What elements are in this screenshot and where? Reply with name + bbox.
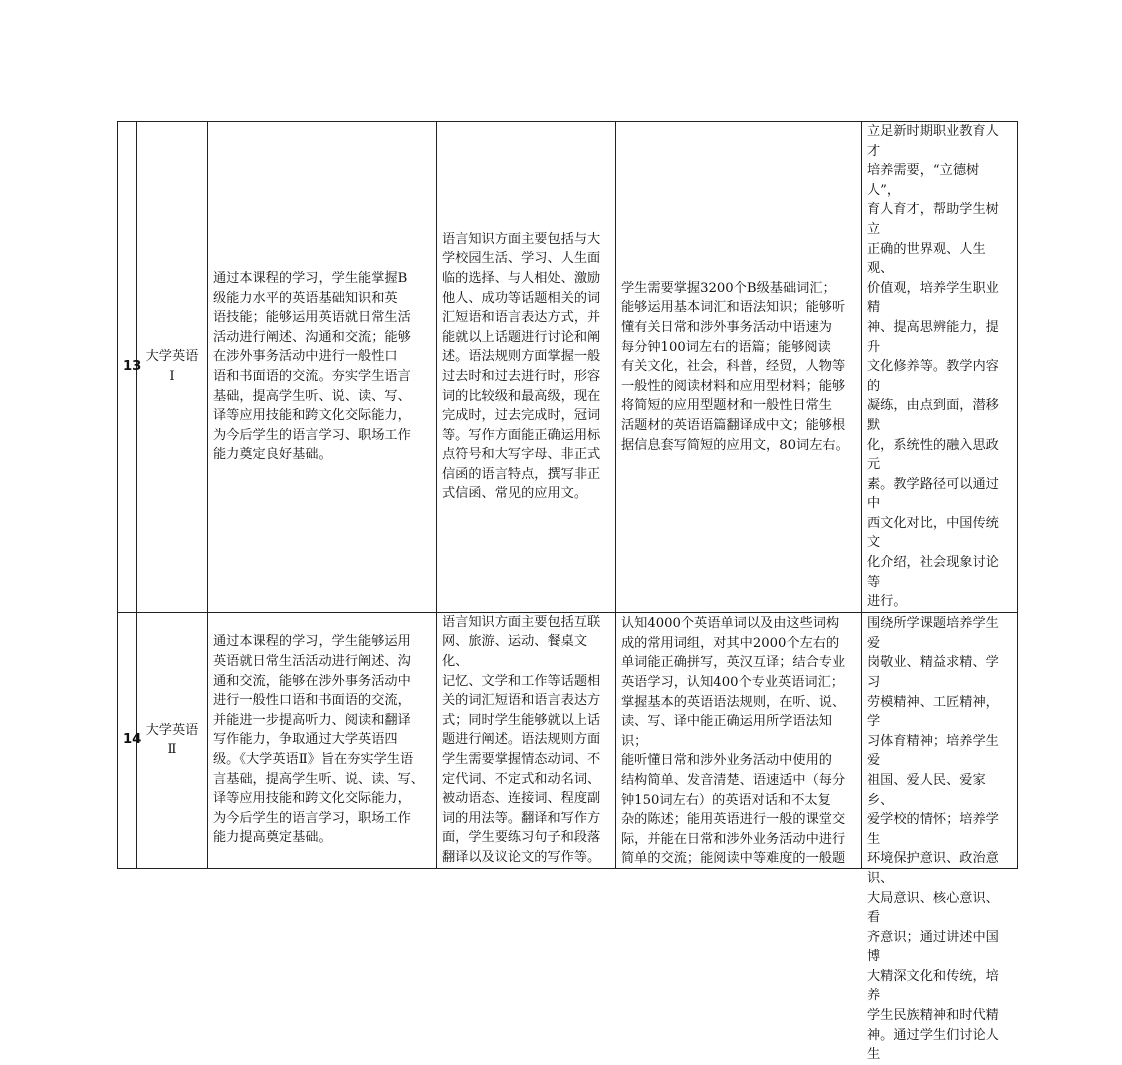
course-objective: 通过本课程的学习，学生能够运用 英语就日常生活活动进行阐述、沟 通和交流，能够在涉外事务活动中 进行一般性口语和书面语的交流， 并能进一步提高听力、阅读和翻译 写作能力，争取通过大学英语四 级。《大学英语Ⅱ》旨在夯实学生语 言基础，提高学生听、说、读、写、 译等应用技能和跨文化交际能力， 为今后学生的语言学习，职场工作 能力提高奠定基础。 xyxy=(213,634,424,846)
course-requirements: 学生需要掌握3200个B级基础词汇； 能够运用基本词汇和语法知识；能够听 懂有关日常和涉外事务活动中语速为 每分钟100词左右的语篇；能够阅读 有关文化，社会，科普，经贸，人物等 一般性的阅读材料和应用型材料；能够 将简短的应用型题材和一般性日常生 活题材的英语语篇翻译成中文；能够根 据信息套写简短的应用文，80词左右。 xyxy=(616,122,862,613)
course-objective-cell xyxy=(208,612,437,868)
course-content: 语言知识方面主要包括与大 学校园生活、学习、人生面 临的选择、与人相处、激励 他人、成功等话题相关的词 汇短语和语言表达方式，并 能就以上话题进行讨论和阐 述。语法规则方面掌握一般 过去时和过去进行时，形容 词的比较级和最高级，现在 完成时，过去完成时，冠词 等。写作方面能正确运用标 点符号和大写字母、非正式 信函的语言特点，撰写非正 式信函、常见的应用文。 xyxy=(437,122,616,613)
course-name: 大学英语 Ⅱ xyxy=(137,612,208,868)
row-number: 13 xyxy=(118,122,137,613)
course-content: 语言知识方面主要包括互联 网、旅游、运动、餐桌文化、 记忆、文学和工作等话题相 关的词汇短语和语言表达方 式；同时学生能够就以上话 题进行阐述。语法规则方面 学生需要掌握情态动词、不 定代词、不定式和动名词、 被动语态、连接词、程度副 词的用法等。翻译和写作方 面，学生要练习句子和段落 翻译以及议论文的写作等。 xyxy=(442,614,601,865)
course-table xyxy=(117,121,1018,1063)
course-ideology: 立足新时期职业教育人才 培养需要，“立德树人”， 育人育才，帮助学生树立 正确的世界观、人生观、 价值观，培养学生职业精 神、提高思辨能力，提升 文化修养等。教学内容的 凝练，由点到面，潜移默 化，系统性的融入思政元 素。教学路径可以通过中 西文化对比，中国传统文 化介绍，社会现象讨论等 进行。 xyxy=(862,122,1018,613)
course-content-cell xyxy=(437,612,616,868)
course-requirements: 认知4000个英语单词以及由这些词构 成的常用词组，对其中2000个左右的 单词能正确拼写，英汉互译；结合专业 英语学习，认知400个专业英语词汇； 掌握基本的英语语法规则，在听、说、 读、写、译中能正确运用所学语法知识； 能听懂日常和涉外业务活动中使用的 结构简单、发音清楚、语速适中（每分 钟150词左右）的英语对话和不太复 杂的陈述；能用英语进行一般的课堂交 际，并能在日常和涉外业务活动中进行 简单的交流；能阅读中等难度的一般题 xyxy=(621,616,846,867)
course-objective: 通过本课程的学习，学生能掌握B 级能力水平的英语基础知识和英 语技能；能够运用英语就日常生活 活动进行阐述、沟通和交流；能够 在涉外事务活动中进行一般性口 语和书面语的交流。夯实学生语言 基础，提高学生听、说、读、写、 译等应用技能和跨文化交际能力， 为今后学生的语言学习、职场工作 能力奠定良好基础。 xyxy=(208,122,437,613)
course-name: 大学英语 Ⅰ xyxy=(137,122,208,613)
course-ideology-cell xyxy=(862,612,1018,1063)
table-row xyxy=(118,122,1018,613)
row-number: 14 xyxy=(118,612,137,868)
course-ideology: 围绕所学课题培养学生爱 岗敬业、精益求精、学习 劳模精神、工匠精神，学 习体育精神；培养学生爱 祖国、爱人民、爱家乡、 爱学校的情怀；培养学生 环境保护意识、政治意识、 大局意识、核心意识、看 齐意识；通过讲述中国博 大精深文化和传统，培养 学生民族精神和时代精 神。通过学生们讨论人生 xyxy=(867,616,999,1063)
table-row xyxy=(118,612,1018,868)
course-requirements-cell xyxy=(616,612,862,868)
